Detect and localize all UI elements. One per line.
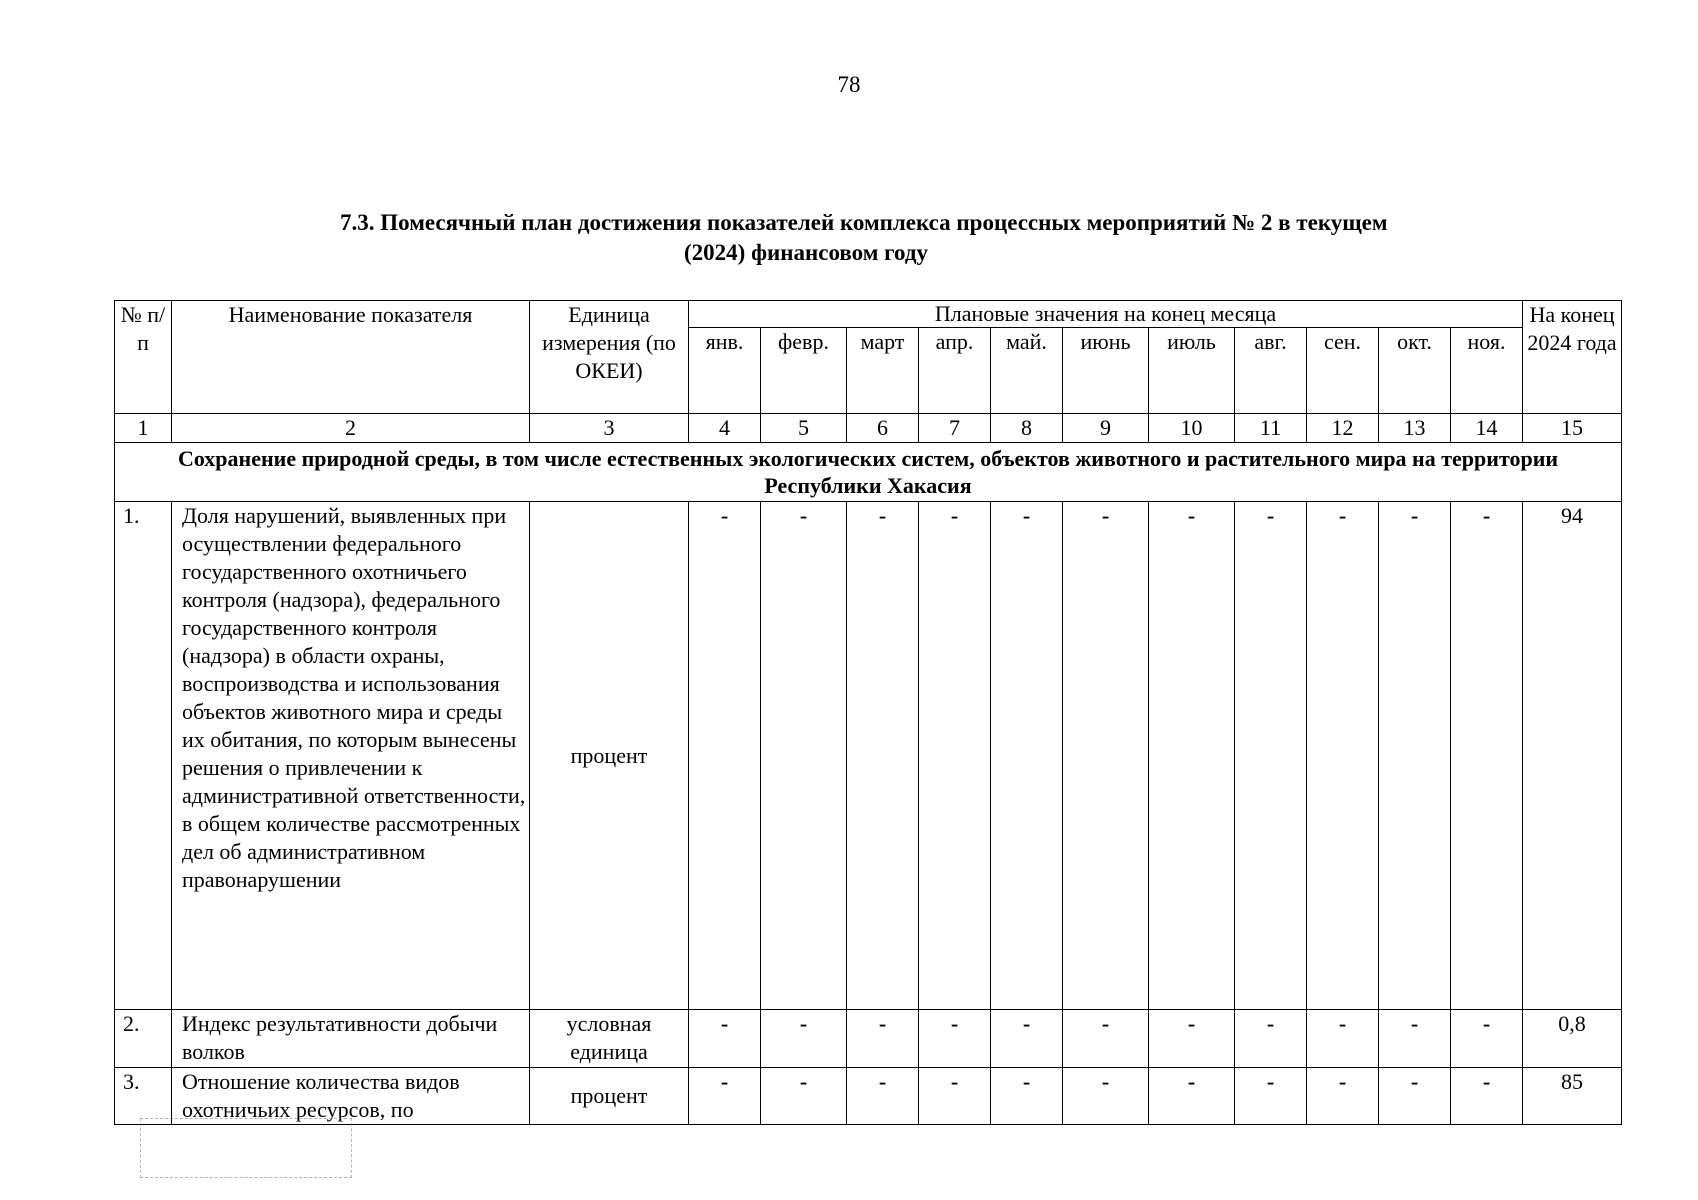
- title-line-2: (2024) финансовом году: [684, 240, 928, 265]
- indicator-name: Отношение количества видов охотничьих ресурсов, по: [172, 1068, 530, 1125]
- column-number: 10: [1149, 414, 1235, 443]
- month-value: -: [1451, 502, 1523, 1010]
- column-number: 3: [530, 414, 689, 443]
- column-number: 12: [1307, 414, 1379, 443]
- month-value: -: [991, 1068, 1063, 1125]
- column-number: 14: [1451, 414, 1523, 443]
- end-of-year-value: 0,8: [1523, 1010, 1622, 1068]
- month-value: -: [1063, 502, 1149, 1010]
- header-unit: Единица измерения (по ОКЕИ): [530, 301, 689, 414]
- header-end-of-year: На конец 2024 года: [1523, 301, 1622, 414]
- month-value: -: [919, 1068, 991, 1125]
- faded-stamp: [140, 1118, 352, 1178]
- month-value: -: [919, 502, 991, 1010]
- month-value: -: [1235, 502, 1307, 1010]
- header-month: ноя.: [1451, 328, 1523, 414]
- column-number: 8: [991, 414, 1063, 443]
- end-of-year-value: 94: [1523, 502, 1622, 1010]
- column-number: 2: [172, 414, 530, 443]
- header-month: янв.: [689, 328, 761, 414]
- month-value: -: [1235, 1010, 1307, 1068]
- month-value: -: [1379, 1010, 1451, 1068]
- month-value: -: [1379, 1068, 1451, 1125]
- table-row: [115, 502, 1622, 1010]
- column-number: 9: [1063, 414, 1149, 443]
- column-number: 11: [1235, 414, 1307, 443]
- month-value: -: [1451, 1010, 1523, 1068]
- unit-cell: процент: [530, 502, 689, 1010]
- month-value: -: [1235, 1068, 1307, 1125]
- indicator-name: Индекс результативности добычи волков: [172, 1010, 530, 1068]
- monthly-plan-table: [114, 300, 1622, 1125]
- month-value: -: [1149, 502, 1235, 1010]
- month-value: -: [1307, 502, 1379, 1010]
- month-value: -: [761, 502, 847, 1010]
- month-value: -: [847, 502, 919, 1010]
- header-num: № п/п: [115, 301, 172, 414]
- header-month: апр.: [919, 328, 991, 414]
- column-number: 7: [919, 414, 991, 443]
- header-month: июнь: [1063, 328, 1149, 414]
- column-number: 1: [115, 414, 172, 443]
- unit-cell: процент: [530, 1068, 689, 1125]
- column-number: 6: [847, 414, 919, 443]
- table-row: [115, 1010, 1622, 1068]
- header-month: февр.: [761, 328, 847, 414]
- column-number: 4: [689, 414, 761, 443]
- header-month: май.: [991, 328, 1063, 414]
- header-plan-group: Плановые значения на конец месяца: [689, 301, 1523, 328]
- month-value: -: [919, 1010, 991, 1068]
- month-value: -: [847, 1068, 919, 1125]
- month-value: -: [1149, 1068, 1235, 1125]
- month-value: -: [1149, 1010, 1235, 1068]
- header-month: окт.: [1379, 328, 1451, 414]
- row-number: 3.: [115, 1068, 172, 1125]
- end-of-year-value: 85: [1523, 1068, 1622, 1125]
- month-value: -: [1307, 1068, 1379, 1125]
- table-row: [115, 1068, 1622, 1125]
- month-value: -: [1063, 1010, 1149, 1068]
- indicator-name: Доля нарушений, выявленных при осуществлении федерального государственного охотничьего контроля (надзора), федерального государственного контроля (надзора) в области охраны, воспроизводства и использования объектов животного мира и среды их обитания, по которым вынесены решения о привлечении к административной ответственности, в общем количестве рассмотренных дел об административном правонарушении: [172, 502, 530, 1010]
- header-month: сен.: [1307, 328, 1379, 414]
- month-value: -: [689, 1010, 761, 1068]
- title-line-1: 7.3. Помесячный план достижения показателей комплекса процессных мероприятий № 2 в текущем: [340, 210, 1388, 235]
- row-number: 1.: [115, 502, 172, 1010]
- section-heading: Сохранение природной среды, в том числе естественных экологических систем, объектов животного и растительного мира на территории Республики Хакасия: [115, 443, 1622, 502]
- month-value: -: [1063, 1068, 1149, 1125]
- month-value: -: [1451, 1068, 1523, 1125]
- month-value: -: [689, 1068, 761, 1125]
- row-number: 2.: [115, 1010, 172, 1068]
- month-value: -: [991, 1010, 1063, 1068]
- header-month: март: [847, 328, 919, 414]
- column-number: 13: [1379, 414, 1451, 443]
- column-number: 5: [761, 414, 847, 443]
- month-value: -: [991, 502, 1063, 1010]
- header-month: авг.: [1235, 328, 1307, 414]
- section-title: [340, 208, 1490, 268]
- header-name: Наименование показателя: [172, 301, 530, 414]
- month-value: -: [1379, 502, 1451, 1010]
- month-value: -: [761, 1010, 847, 1068]
- month-value: -: [761, 1068, 847, 1125]
- header-month: июль: [1149, 328, 1235, 414]
- column-number: 15: [1523, 414, 1622, 443]
- month-value: -: [689, 502, 761, 1010]
- unit-cell: условная единица: [530, 1010, 689, 1068]
- month-value: -: [1307, 1010, 1379, 1068]
- page-number: 78: [837, 72, 861, 97]
- month-value: -: [847, 1010, 919, 1068]
